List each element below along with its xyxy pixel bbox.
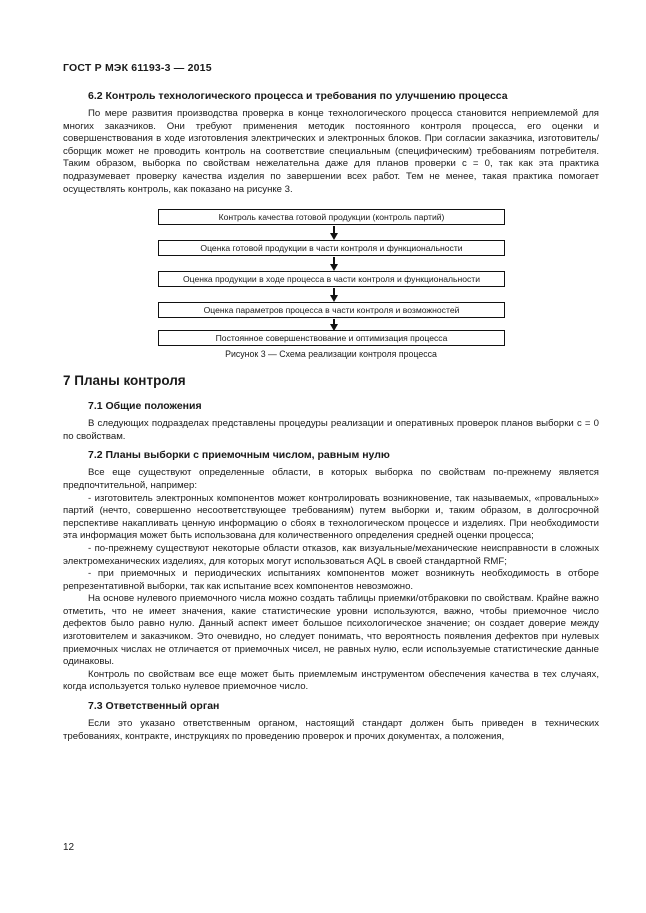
section-7-2-list-item-2: - по-прежнему существуют некоторые области отказов, как визуальные/механические неисправности в сложных электромеханических изделиях, для которых могут использоваться AQL в своей стандартной RMF; [63,542,599,567]
section-6-2-heading: 6.2 Контроль технологического процесса и требования по улучшению процесса [88,90,508,102]
flow-box-1: Контроль качества готовой продукции (контроль партий) [158,209,505,225]
flow-arrow-3 [330,295,338,302]
section-7-3-paragraph: Если это указано ответственным органом, настоящий стандарт должен быть приведен в технических требованиях, контракте, инструкциях по проведению проверок и прочих документах, а положения, [63,718,599,742]
flow-box-4: Оценка параметров процесса в части контроля и возможностей [158,302,505,318]
section-7-2-paragraph-2: На основе нулевого приемочного числа можно создать таблицы приемки/отбраковки по свойствам. Крайне важно отметить, что не имеет значения, какие статистические уровни используются, важно, чтобы приемочное число дефектов было равно нулю. Данный аспект имеет большое психологическое значение; он создает доверие между изготовителем и заказчиком. Это очевидно, но следует понимать, что вероятность появления дефектов при нулевых приемочных числах не отличается от приемочных чисел, не равных нулю, если используемые статистические данные одинаковы. [63,593,599,668]
section-7-heading: 7 Планы контроля [63,373,186,389]
section-7-2-paragraph-3: Контроль по свойствам все еще может быть приемлемым инструментом обеспечения качества в тех случаях, когда используется только нулевое приемочное число. [63,668,599,693]
flow-box-2: Оценка готовой продукции в части контроля и функциональности [158,240,505,256]
document-header: ГОСТ Р МЭК 61193-3 — 2015 [63,62,212,74]
flow-box-5: Постоянное совершенствование и оптимизация процесса [158,330,505,346]
document-body [63,90,599,743]
section-7-2-list-item-3: - при приемочных и периодических испытаниях компонентов может возникнуть необходимость в отборе репрезентативной выборки, так как испытание всех компонентов невозможно. [63,568,599,592]
process-flow-diagram [63,203,599,343]
page-number: 12 [63,842,75,853]
section-7-2-heading: 7.2 Планы выборки с приемочным числом, равным нулю [88,449,390,462]
section-7-2-list-item-1: - изготовитель электронных компонентов может контролировать возникновение, так называемых, «провальных» партий (нечто, совершенно несоответствующее требованиям) путем выборки и, таким образом, в долгосрочной перспективе накапливать ценную информацию о сбоях в технологическом процессе и изделиях. При необходимости эта информация может быть использована для количественного определения средней оценки процесса; [63,492,599,542]
section-6-2-paragraph: По мере развития производства проверка в конце технологического процесса становится неприемлемой для многих заказчиков. Они требуют применения методик постоянного контроля процесса, его оценки и совершенствования в ходе изготовления электрических и электронных блоков. При согласии заказчика, изготовитель/сборщик может не проводить контроль на соответствие специальным (специфическим) требованиям потребителя. Таким образом, выборка по свойствам нежелательна даже для планов проверки c = 0, так как эта практика подразумевает проверку качества изделия по завершении всех работ. Тем не менее, такая практика помогает осуществлять контроль, как показано на рисунке 3. [63,108,599,195]
section-7-3-heading: 7.3 Ответственный орган [88,700,220,713]
section-7-1-paragraph: В следующих подразделах представлены процедуры реализации и оперативных проверок планов выборки c = 0 по свойствам. [63,418,599,442]
section-7-2-paragraph-1: Все еще существуют определенные области, в которых выборка по свойствам по-прежнему является предпочтительной, например: [63,467,599,491]
flow-box-3: Оценка продукции в ходе процесса в части контроля и функциональности [158,271,505,287]
figure-caption: Рисунок 3 — Схема реализации контроля процесса [225,349,437,360]
flow-arrow-1 [330,233,338,240]
flow-arrow-2 [330,264,338,271]
section-7-1-heading: 7.1 Общие положения [88,400,202,413]
